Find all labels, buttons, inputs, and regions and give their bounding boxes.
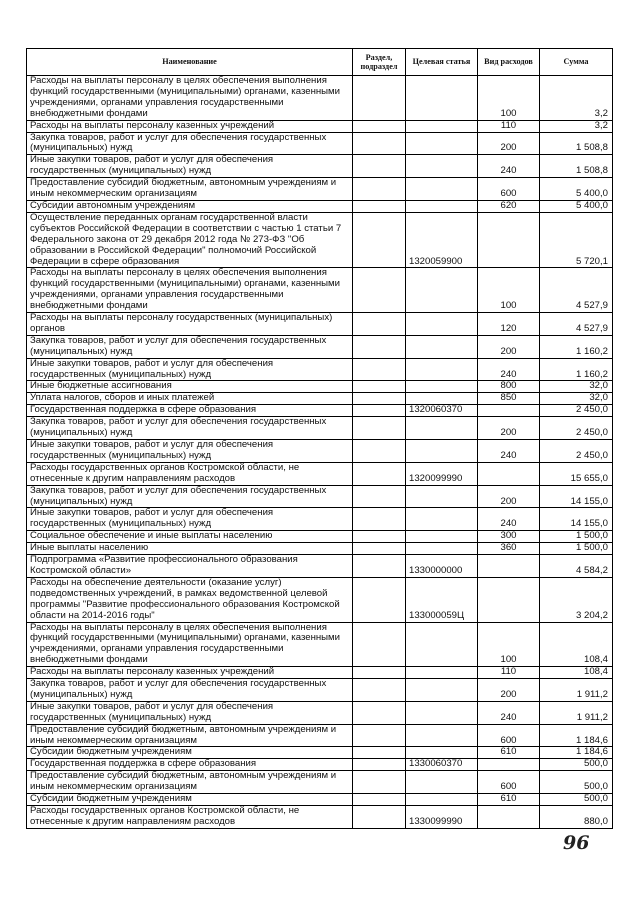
table-row bbox=[27, 724, 613, 747]
name-cell: Закупка товаров, работ и услуг для обеспечения государственных (муниципальных) нужд bbox=[27, 132, 353, 155]
target-cell bbox=[406, 531, 478, 543]
name-cell: Государственная поддержка в сфере образования bbox=[27, 405, 353, 417]
vid-cell: 610 bbox=[478, 747, 540, 759]
name-cell: Закупка товаров, работ и услуг для обеспечения государственных (муниципальных) нужд bbox=[27, 417, 353, 440]
sum-cell: 4 527,9 bbox=[540, 268, 613, 313]
vid-cell bbox=[478, 759, 540, 771]
name-cell: Иные выплаты населению bbox=[27, 543, 353, 555]
table-row bbox=[27, 667, 613, 679]
name-cell: Государственная поддержка в сфере образования bbox=[27, 759, 353, 771]
name-cell: Расходы государственных органов Костромской области, не отнесенные к другим направлениям расходов bbox=[27, 462, 353, 485]
target-cell bbox=[406, 393, 478, 405]
sum-cell: 500,0 bbox=[540, 794, 613, 806]
sum-cell: 880,0 bbox=[540, 806, 613, 829]
target-cell bbox=[406, 120, 478, 132]
table-row bbox=[27, 178, 613, 201]
sum-cell: 1 911,2 bbox=[540, 701, 613, 724]
target-cell bbox=[406, 132, 478, 155]
vid-cell: 240 bbox=[478, 508, 540, 531]
vid-cell: 240 bbox=[478, 701, 540, 724]
name-cell: Расходы на выплаты персоналу казенных учреждений bbox=[27, 120, 353, 132]
razdel-cell bbox=[353, 155, 406, 178]
name-cell: Расходы на обеспечение деятельности (оказание услуг) подведомственных учреждений, в рамках ведомственной целевой программы "Развитие профессионального образования Костромской области на 2014-2016 годы" bbox=[27, 577, 353, 622]
target-cell bbox=[406, 508, 478, 531]
vid-cell: 110 bbox=[478, 667, 540, 679]
vid-cell: 120 bbox=[478, 313, 540, 336]
sum-cell: 1 508,8 bbox=[540, 155, 613, 178]
name-cell: Иные закупки товаров, работ и услуг для обеспечения государственных (муниципальных) нужд bbox=[27, 155, 353, 178]
vid-cell: 360 bbox=[478, 543, 540, 555]
table-row bbox=[27, 747, 613, 759]
target-cell bbox=[406, 794, 478, 806]
sum-cell: 500,0 bbox=[540, 759, 613, 771]
name-cell: Расходы на выплаты персоналу в целях обеспечения выполнения функций государственными (муниципальными) органами, казенными учреждениями, органами управления государственными внебюджетными фондами bbox=[27, 622, 353, 667]
razdel-cell bbox=[353, 508, 406, 531]
razdel-cell bbox=[353, 440, 406, 463]
vid-cell bbox=[478, 555, 540, 578]
razdel-cell bbox=[353, 417, 406, 440]
sum-cell: 32,0 bbox=[540, 393, 613, 405]
table-row bbox=[27, 759, 613, 771]
vid-cell: 200 bbox=[478, 132, 540, 155]
sum-cell: 2 450,0 bbox=[540, 405, 613, 417]
header-razdel: Раздел, подраздел bbox=[353, 49, 406, 76]
razdel-cell bbox=[353, 393, 406, 405]
table-body bbox=[27, 76, 613, 829]
razdel-cell bbox=[353, 806, 406, 829]
sum-cell: 4 527,9 bbox=[540, 313, 613, 336]
table-row bbox=[27, 212, 613, 268]
razdel-cell bbox=[353, 485, 406, 508]
sum-cell: 3,2 bbox=[540, 76, 613, 121]
target-cell bbox=[406, 747, 478, 759]
name-cell: Иные закупки товаров, работ и услуг для обеспечения государственных (муниципальных) нужд bbox=[27, 358, 353, 381]
table-row bbox=[27, 622, 613, 667]
target-cell bbox=[406, 622, 478, 667]
header-vid: Вид расходов bbox=[478, 49, 540, 76]
sum-cell: 5 400,0 bbox=[540, 178, 613, 201]
razdel-cell bbox=[353, 759, 406, 771]
razdel-cell bbox=[353, 120, 406, 132]
table-row bbox=[27, 358, 613, 381]
target-cell bbox=[406, 667, 478, 679]
razdel-cell bbox=[353, 212, 406, 268]
sum-cell: 1 160,2 bbox=[540, 358, 613, 381]
target-cell bbox=[406, 485, 478, 508]
table-row bbox=[27, 417, 613, 440]
table-row bbox=[27, 76, 613, 121]
vid-cell bbox=[478, 212, 540, 268]
razdel-cell bbox=[353, 313, 406, 336]
name-cell: Закупка товаров, работ и услуг для обеспечения государственных (муниципальных) нужд bbox=[27, 335, 353, 358]
vid-cell: 100 bbox=[478, 76, 540, 121]
sum-cell: 1 500,0 bbox=[540, 543, 613, 555]
target-cell bbox=[406, 417, 478, 440]
table-row bbox=[27, 508, 613, 531]
target-cell bbox=[406, 381, 478, 393]
name-cell: Уплата налогов, сборов и иных платежей bbox=[27, 393, 353, 405]
razdel-cell bbox=[353, 178, 406, 201]
vid-cell: 610 bbox=[478, 794, 540, 806]
target-cell bbox=[406, 76, 478, 121]
vid-cell: 100 bbox=[478, 268, 540, 313]
razdel-cell bbox=[353, 771, 406, 794]
razdel-cell bbox=[353, 531, 406, 543]
table-row bbox=[27, 381, 613, 393]
table-row bbox=[27, 701, 613, 724]
target-cell bbox=[406, 771, 478, 794]
sum-cell: 1 508,8 bbox=[540, 132, 613, 155]
header-sum: Сумма bbox=[540, 49, 613, 76]
razdel-cell bbox=[353, 381, 406, 393]
name-cell: Предоставление субсидий бюджетным, автономным учреждениям и иным некоммерческим организациям bbox=[27, 178, 353, 201]
budget-table bbox=[26, 48, 613, 829]
sum-cell: 14 155,0 bbox=[540, 485, 613, 508]
razdel-cell bbox=[353, 622, 406, 667]
name-cell: Иные закупки товаров, работ и услуг для обеспечения государственных (муниципальных) нужд bbox=[27, 701, 353, 724]
sum-cell: 4 584,2 bbox=[540, 555, 613, 578]
vid-cell bbox=[478, 405, 540, 417]
table-row bbox=[27, 335, 613, 358]
target-cell: 1330060370 bbox=[406, 759, 478, 771]
sum-cell: 2 450,0 bbox=[540, 440, 613, 463]
name-cell: Расходы на выплаты персоналу казенных учреждений bbox=[27, 667, 353, 679]
table-row bbox=[27, 679, 613, 702]
vid-cell: 100 bbox=[478, 622, 540, 667]
sum-cell: 1 160,2 bbox=[540, 335, 613, 358]
sum-cell: 3,2 bbox=[540, 120, 613, 132]
table-row bbox=[27, 120, 613, 132]
sum-cell: 2 450,0 bbox=[540, 417, 613, 440]
name-cell: Закупка товаров, работ и услуг для обеспечения государственных (муниципальных) нужд bbox=[27, 679, 353, 702]
vid-cell bbox=[478, 462, 540, 485]
table-row bbox=[27, 155, 613, 178]
sum-cell: 1 500,0 bbox=[540, 531, 613, 543]
vid-cell: 200 bbox=[478, 485, 540, 508]
name-cell: Иные закупки товаров, работ и услуг для обеспечения государственных (муниципальных) нужд bbox=[27, 508, 353, 531]
table-row bbox=[27, 393, 613, 405]
page-number: 96 bbox=[563, 832, 590, 854]
razdel-cell bbox=[353, 358, 406, 381]
sum-cell: 32,0 bbox=[540, 381, 613, 393]
sum-cell: 1 184,6 bbox=[540, 724, 613, 747]
sum-cell: 108,4 bbox=[540, 667, 613, 679]
razdel-cell bbox=[353, 679, 406, 702]
target-cell bbox=[406, 335, 478, 358]
sum-cell: 500,0 bbox=[540, 771, 613, 794]
vid-cell bbox=[478, 577, 540, 622]
razdel-cell bbox=[353, 200, 406, 212]
name-cell: Расходы на выплаты персоналу в целях обеспечения выполнения функций государственными (муниципальными) органами, казенными учреждениями, органами управления государственными внебюджетными фондами bbox=[27, 268, 353, 313]
sum-cell: 108,4 bbox=[540, 622, 613, 667]
header-row bbox=[27, 49, 613, 76]
target-cell bbox=[406, 313, 478, 336]
vid-cell: 240 bbox=[478, 358, 540, 381]
razdel-cell bbox=[353, 76, 406, 121]
table-row bbox=[27, 806, 613, 829]
table-row bbox=[27, 440, 613, 463]
target-cell bbox=[406, 701, 478, 724]
sum-cell: 14 155,0 bbox=[540, 508, 613, 531]
target-cell bbox=[406, 358, 478, 381]
vid-cell: 600 bbox=[478, 178, 540, 201]
table-row bbox=[27, 405, 613, 417]
target-cell: 1320060370 bbox=[406, 405, 478, 417]
sum-cell: 5 400,0 bbox=[540, 200, 613, 212]
razdel-cell bbox=[353, 462, 406, 485]
vid-cell: 850 bbox=[478, 393, 540, 405]
sum-cell: 5 720,1 bbox=[540, 212, 613, 268]
name-cell: Закупка товаров, работ и услуг для обеспечения государственных (муниципальных) нужд bbox=[27, 485, 353, 508]
name-cell: Подпрограмма «Развитие профессионального образования Костромской области» bbox=[27, 555, 353, 578]
razdel-cell bbox=[353, 701, 406, 724]
target-cell: 1320059900 bbox=[406, 212, 478, 268]
table-row bbox=[27, 531, 613, 543]
name-cell: Иные закупки товаров, работ и услуг для обеспечения государственных (муниципальных) нужд bbox=[27, 440, 353, 463]
sum-cell: 1 184,6 bbox=[540, 747, 613, 759]
target-cell bbox=[406, 178, 478, 201]
target-cell bbox=[406, 155, 478, 178]
table-row bbox=[27, 462, 613, 485]
table-row bbox=[27, 132, 613, 155]
vid-cell: 600 bbox=[478, 771, 540, 794]
table-row bbox=[27, 268, 613, 313]
vid-cell: 110 bbox=[478, 120, 540, 132]
razdel-cell bbox=[353, 132, 406, 155]
target-cell: 1320099990 bbox=[406, 462, 478, 485]
razdel-cell bbox=[353, 268, 406, 313]
vid-cell: 600 bbox=[478, 724, 540, 747]
vid-cell: 240 bbox=[478, 440, 540, 463]
razdel-cell bbox=[353, 747, 406, 759]
target-cell: 1330000000 bbox=[406, 555, 478, 578]
vid-cell: 200 bbox=[478, 679, 540, 702]
razdel-cell bbox=[353, 667, 406, 679]
name-cell: Осуществление переданных органам государственной власти субъектов Российской Федерации в соответствии с частью 1 статьи 7 Федерального закона от 29 декабря 2012 года № 273-ФЗ "Об образовании в Российской Федерации" полномочий Российской Федерации в сфере образования bbox=[27, 212, 353, 268]
vid-cell: 240 bbox=[478, 155, 540, 178]
razdel-cell bbox=[353, 555, 406, 578]
sum-cell: 15 655,0 bbox=[540, 462, 613, 485]
header-name: Наименование bbox=[27, 49, 353, 76]
table-row bbox=[27, 577, 613, 622]
name-cell: Субсидии бюджетным учреждениям bbox=[27, 747, 353, 759]
target-cell bbox=[406, 543, 478, 555]
razdel-cell bbox=[353, 543, 406, 555]
vid-cell: 800 bbox=[478, 381, 540, 393]
name-cell: Расходы государственных органов Костромской области, не отнесенные к другим направлениям расходов bbox=[27, 806, 353, 829]
target-cell bbox=[406, 200, 478, 212]
target-cell: 133000059Ц bbox=[406, 577, 478, 622]
vid-cell: 620 bbox=[478, 200, 540, 212]
name-cell: Расходы на выплаты персоналу государственных (муниципальных) органов bbox=[27, 313, 353, 336]
target-cell bbox=[406, 679, 478, 702]
sum-cell: 3 204,2 bbox=[540, 577, 613, 622]
table-row bbox=[27, 485, 613, 508]
target-cell bbox=[406, 268, 478, 313]
name-cell: Социальное обеспечение и иные выплаты населению bbox=[27, 531, 353, 543]
vid-cell bbox=[478, 806, 540, 829]
razdel-cell bbox=[353, 335, 406, 358]
target-cell: 1330099990 bbox=[406, 806, 478, 829]
table-row bbox=[27, 555, 613, 578]
table-row bbox=[27, 313, 613, 336]
header-target: Целевая статья bbox=[406, 49, 478, 76]
vid-cell: 200 bbox=[478, 417, 540, 440]
razdel-cell bbox=[353, 405, 406, 417]
name-cell: Расходы на выплаты персоналу в целях обеспечения выполнения функций государственными (муниципальными) органами, казенными учреждениями, органами управления государственными внебюджетными фондами bbox=[27, 76, 353, 121]
razdel-cell bbox=[353, 794, 406, 806]
table-row bbox=[27, 794, 613, 806]
name-cell: Иные бюджетные ассигнования bbox=[27, 381, 353, 393]
name-cell: Предоставление субсидий бюджетным, автономным учреждениям и иным некоммерческим организациям bbox=[27, 724, 353, 747]
vid-cell: 300 bbox=[478, 531, 540, 543]
razdel-cell bbox=[353, 724, 406, 747]
name-cell: Предоставление субсидий бюджетным, автономным учреждениям и иным некоммерческим организациям bbox=[27, 771, 353, 794]
sum-cell: 1 911,2 bbox=[540, 679, 613, 702]
name-cell: Субсидии автономным учреждениям bbox=[27, 200, 353, 212]
table-row bbox=[27, 771, 613, 794]
table-row bbox=[27, 200, 613, 212]
table-row bbox=[27, 543, 613, 555]
razdel-cell bbox=[353, 577, 406, 622]
name-cell: Субсидии бюджетным учреждениям bbox=[27, 794, 353, 806]
target-cell bbox=[406, 724, 478, 747]
vid-cell: 200 bbox=[478, 335, 540, 358]
target-cell bbox=[406, 440, 478, 463]
